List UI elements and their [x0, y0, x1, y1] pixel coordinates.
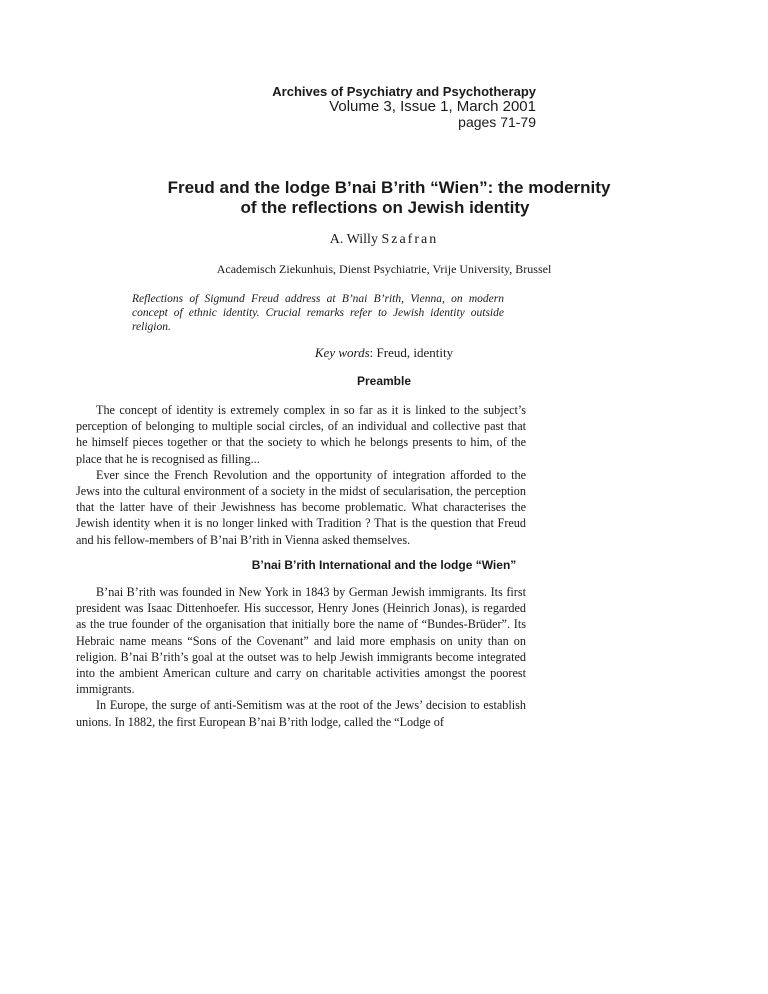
- article-title-line-1: Freud and the lodge B’nai B’rith “Wien”: the modernity: [167, 178, 611, 197]
- abstract: Reflections of Sigmund Freud address at B’nai B’rith, Vienna, on modern concept of ethnic identity. Crucial remarks refer to Jewish identity outside religion.: [132, 293, 504, 333]
- section-heading-bnai-brith: B’nai B’rith International and the lodge “Wien”: [251, 558, 517, 572]
- author-surname: Szafran: [381, 232, 439, 247]
- journal-pages: pages 71-79: [458, 114, 536, 130]
- paragraph: The concept of identity is extremely complex in so far as it is linked to the subject’s perception of belonging to multiple social circles, of an individual and collective past that he himself pieces together or that the society to which he belongs presents to him, of the place that he is recognised as filling...: [76, 403, 526, 466]
- preamble-body: [76, 402, 526, 548]
- affiliation: Academisch Ziekunhuis, Dienst Psychiatrie, Vrije University, Brussel: [216, 262, 552, 276]
- article-title: [60, 178, 710, 218]
- paragraph: In Europe, the surge of anti-Semitism was at the root of the Jews’ decision to establish unions. In 1882, the first European B’nai B’rith lodge, called the “Lodge of: [76, 698, 526, 729]
- article-title-line-2: of the reflections on Jewish identity: [240, 198, 530, 217]
- keywords-values: : Freud, identity: [369, 345, 454, 360]
- journal-volume: Volume 3, Issue 1, March 2001: [329, 98, 536, 115]
- bnai-brith-body: [76, 584, 526, 730]
- journal-name: Archives of Psychiatry and Psychotherapy: [272, 84, 536, 99]
- keywords: [0, 345, 768, 361]
- keywords-label: Key words: [314, 345, 370, 360]
- paragraph: B’nai B’rith was founded in New York in 1843 by German Jewish immigrants. Its first president was Isaac Dittenhoefer. His successor, Henry Jones (Heinrich Jonas), is regarded as the true founder of the organisation that initially bore the name of “Bundes-Brüder”. Its Hebraic name means “Sons of the Covenant” and laid more emphasis on unity than on religion. B’nai B’rith’s goal at the outset was to help Jewish immigrants become integrated into the ambient American culture and carry on charitable activities amongst the poorest immigrants.: [76, 585, 526, 697]
- section-heading-preamble: Preamble: [356, 374, 412, 388]
- author: [0, 232, 768, 248]
- paragraph: Ever since the French Revolution and the opportunity of integration afforded to the Jews into the cultural environment of a society in the midst of secularisation, the perception that the latter have of their Jewishness has become problematic. What characterises the Jewish identity when it is no longer linked with Tradition ? That is the question that Freud and his fellow-members of B’nai B’rith in Vienna asked themselves.: [76, 467, 526, 547]
- journal-header: [272, 84, 536, 130]
- author-given-name: A. Willy: [329, 232, 378, 247]
